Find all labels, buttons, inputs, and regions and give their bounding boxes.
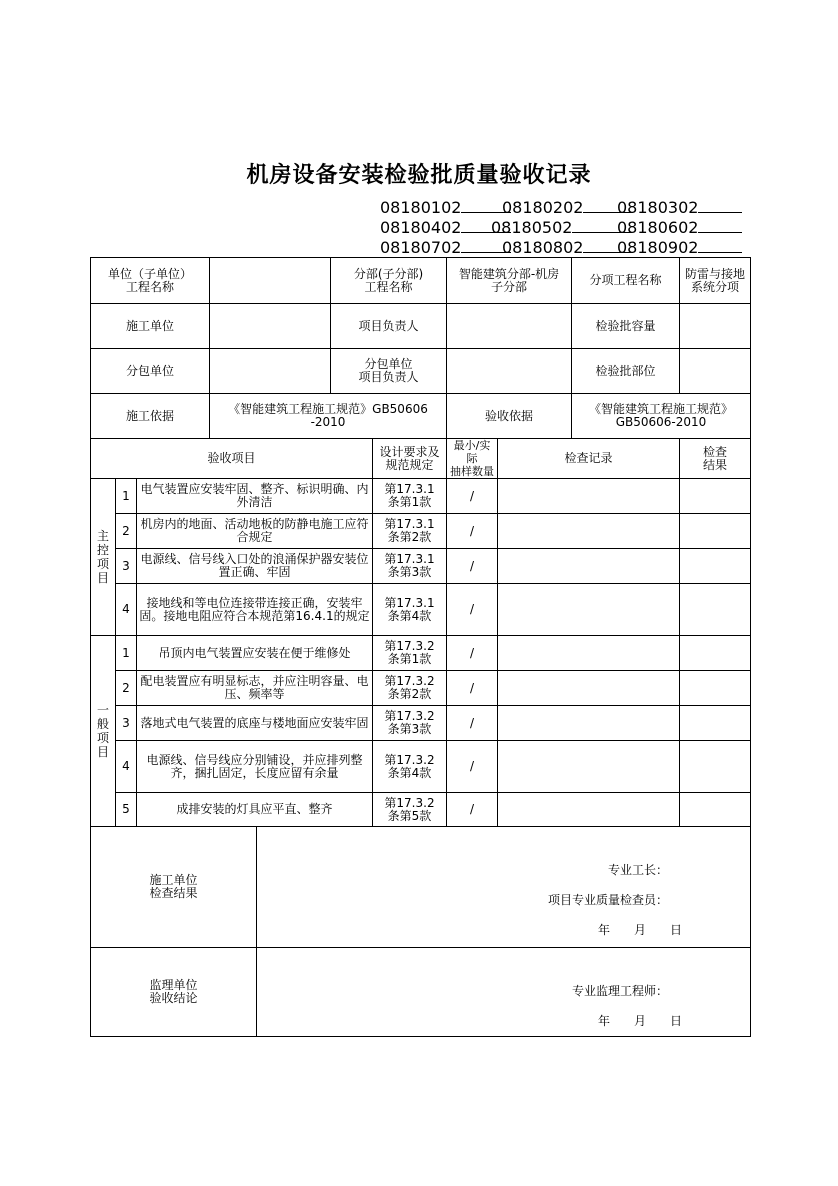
table-row [91, 479, 751, 514]
code-cell: 08180102 [380, 198, 511, 217]
item-no: 3 [116, 706, 137, 741]
item-record[interactable] [498, 479, 680, 514]
division-value[interactable]: 智能建筑分部-机房 子分部 [447, 258, 572, 304]
table-row [91, 741, 751, 793]
acceptance-basis-label: 验收依据 [447, 394, 572, 439]
item-ref: 第17.3.2 条第5款 [373, 793, 447, 827]
item-result[interactable] [680, 671, 751, 706]
part-label: 检验批部位 [572, 349, 680, 394]
item-record[interactable] [498, 514, 680, 549]
engineer-label: 专业监理工程师： [571, 984, 668, 998]
page-title: 机房设备安装检验批质量验收记录 [246, 162, 592, 188]
item-no: 2 [116, 671, 137, 706]
item-ref: 第17.3.2 条第3款 [373, 706, 447, 741]
item-sample[interactable]: / [447, 479, 498, 514]
item-desc: 落地式电气装置的底座与楼地面应安装牢固 [137, 706, 373, 741]
item-ref: 第17.3.1 条第3款 [373, 549, 447, 584]
sub-pm-label: 分包单位 项目负责人 [331, 349, 447, 394]
supervision-label: 监理单位 验收结论 [91, 948, 257, 1037]
table-row [91, 636, 751, 671]
table-row [91, 706, 751, 741]
table-row [91, 793, 751, 827]
item-sample[interactable]: / [447, 549, 498, 584]
item-record[interactable] [498, 793, 680, 827]
item-record[interactable] [498, 549, 680, 584]
item-no: 5 [116, 793, 137, 827]
construction-check-label: 施工单位 检查结果 [91, 827, 257, 948]
item-sample[interactable]: / [447, 671, 498, 706]
item-no: 3 [116, 549, 137, 584]
supervision-area[interactable] [257, 948, 751, 1037]
item-desc: 成排安装的灯具应平直、整齐 [137, 793, 373, 827]
item-record[interactable] [498, 636, 680, 671]
inspector-label: 项目专业质量检查员： [547, 893, 668, 907]
unit-label: 单位（子单位） 工程名称 [91, 258, 210, 304]
item-result[interactable] [680, 514, 751, 549]
contractor-value[interactable] [210, 304, 331, 349]
item-ref: 第17.3.1 条第2款 [373, 514, 447, 549]
acceptance-form [90, 257, 751, 1037]
subitem-label: 分项工程名称 [572, 258, 680, 304]
acceptance-basis-value: 《智能建筑工程施工规范》 GB50606-2010 [572, 394, 751, 439]
foreman-label: 专业工长： [607, 863, 668, 877]
code-cell: 08180902 [617, 238, 742, 257]
item-no: 1 [116, 479, 137, 514]
item-result[interactable] [680, 584, 751, 636]
item-result[interactable] [680, 793, 751, 827]
item-desc: 吊顶内电气装置应安装在便于维修处 [137, 636, 373, 671]
contractor-label: 施工单位 [91, 304, 210, 349]
col-record: 检查记录 [498, 439, 680, 479]
basis-label: 施工依据 [91, 394, 210, 439]
item-ref: 第17.3.1 条第4款 [373, 584, 447, 636]
item-no: 4 [116, 584, 137, 636]
sub-pm-value[interactable] [447, 349, 572, 394]
item-record[interactable] [498, 741, 680, 793]
main-group-label: 主控项目 [91, 479, 116, 636]
item-desc: 电源线、信号线入口处的浪涌保护器安装位置正确、牢固 [137, 549, 373, 584]
item-ref: 第17.3.2 条第4款 [373, 741, 447, 793]
basis-value: 《智能建筑工程施工规范》GB50606 -2010 [210, 394, 447, 439]
col-item: 验收项目 [91, 439, 373, 479]
subitem-value[interactable]: 防雷与接地 系统分项 [680, 258, 751, 304]
item-result[interactable] [680, 636, 751, 671]
item-sample[interactable]: / [447, 514, 498, 549]
division-label: 分部(子分部) 工程名称 [331, 258, 447, 304]
item-sample[interactable]: / [447, 636, 498, 671]
item-ref: 第17.3.1 条第1款 [373, 479, 447, 514]
code-cell: 08180802 [502, 238, 633, 257]
code-cell: 08180302 [617, 198, 742, 217]
item-result[interactable] [680, 706, 751, 741]
col-design: 设计要求及 规范规定 [373, 439, 447, 479]
capacity-value[interactable] [680, 304, 751, 349]
item-sample[interactable]: / [447, 706, 498, 741]
pm-label: 项目负责人 [331, 304, 447, 349]
part-value[interactable] [680, 349, 751, 394]
check-date: 年 月 日 [597, 923, 682, 937]
item-ref: 第17.3.2 条第1款 [373, 636, 447, 671]
capacity-label: 检验批容量 [572, 304, 680, 349]
unit-value[interactable] [210, 258, 331, 304]
item-sample[interactable]: / [447, 793, 498, 827]
table-row [91, 584, 751, 636]
item-desc: 电气装置应安装牢固、整齐、标识明确、内外清洁 [137, 479, 373, 514]
item-desc: 配电装置应有明显标志，并应注明容量、电压、频率等 [137, 671, 373, 706]
general-group-label: 一般项目 [91, 636, 116, 827]
item-no: 2 [116, 514, 137, 549]
item-desc: 电源线、信号线应分别铺设，并应排列整齐，捆扎固定，长度应留有余量 [137, 741, 373, 793]
item-result[interactable] [680, 549, 751, 584]
item-sample[interactable]: / [447, 741, 498, 793]
table-row [91, 671, 751, 706]
item-result[interactable] [680, 741, 751, 793]
code-cell: 08180502 [491, 218, 632, 237]
table-row [91, 514, 751, 549]
construction-check-area[interactable] [257, 827, 751, 948]
item-record[interactable] [498, 671, 680, 706]
supervision-date: 年 月 日 [597, 1014, 682, 1028]
code-cell: 08180602 [617, 218, 742, 237]
item-desc: 机房内的地面、活动地板的防静电施工应符合规定 [137, 514, 373, 549]
col-result: 检查 结果 [680, 439, 751, 479]
col-sample: 最小/实际 抽样数量 [447, 439, 498, 479]
item-desc: 接地线和等电位连接带连接正确，安装牢固。接地电阻应符合本规范第16.4.1的规定 [137, 584, 373, 636]
code-cell: 08180202 [502, 198, 633, 217]
item-no: 4 [116, 741, 137, 793]
subcontractor-value[interactable] [210, 349, 331, 394]
pm-value[interactable] [447, 304, 572, 349]
item-no: 1 [116, 636, 137, 671]
table-row [91, 549, 751, 584]
item-record[interactable] [498, 706, 680, 741]
code-cell: 08180402 [380, 218, 511, 237]
item-ref: 第17.3.2 条第2款 [373, 671, 447, 706]
code-cell: 08180702 [380, 238, 511, 257]
item-record[interactable] [498, 584, 680, 636]
item-sample[interactable]: / [447, 584, 498, 636]
item-result[interactable] [680, 479, 751, 514]
subcontractor-label: 分包单位 [91, 349, 210, 394]
